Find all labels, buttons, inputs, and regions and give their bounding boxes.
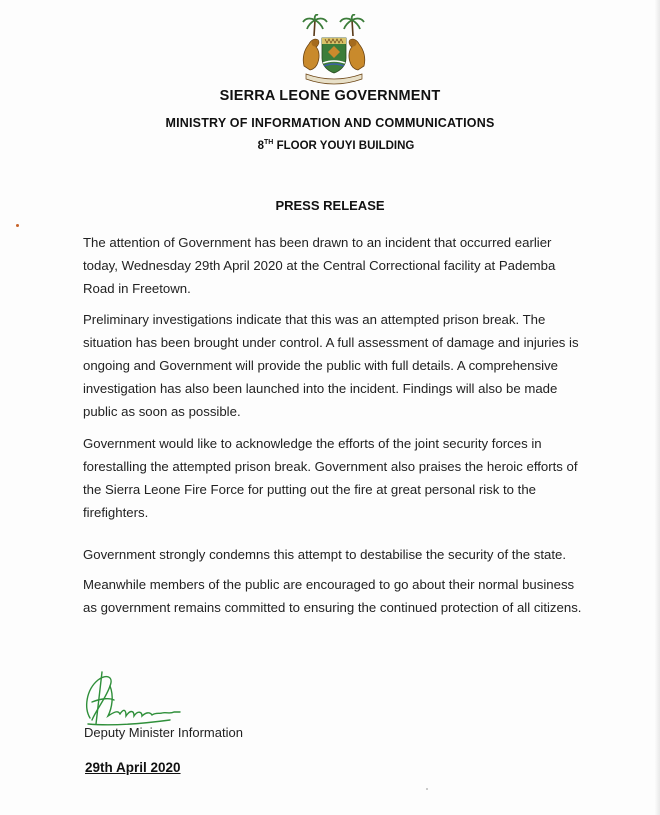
floor-number: 8 [257, 139, 265, 152]
coat-of-arms-icon [296, 14, 372, 86]
paragraph-public-advice: Meanwhile members of the public are encouraged to go about their normal business as government remains committed to ensuring the continued protection of all citizens. [83, 577, 582, 615]
address-heading [6, 139, 660, 152]
paper-speck [16, 224, 19, 227]
paragraph-acknowledgement: Government would like to acknowledge the efforts of the joint security forces in forestalling the attempted prison break. Government also praises the heroic efforts of the Sierra Leone Fire Force for putting out the fire at great personal risk to the firefighters. [83, 436, 578, 520]
signer-title: Deputy Minister Information [84, 725, 243, 740]
press-release-title: PRESS RELEASE [275, 198, 385, 213]
signature-mark [80, 668, 190, 730]
paragraph-incident: The attention of Government has been drawn to an incident that occurred earlier today, Wednesday 29th April 2020 at the Central Correctional facility at Pademba Road in Freetown. [83, 235, 556, 296]
paragraph-investigation: Preliminary investigations indicate that this was an attempted prison break. The situation has been brought under control. A full assessment of damage and injuries is ongoing and Government will provide the public with full details. A comprehensive investigation has also been launched into the incident. Findings will also be made public as soon as possible. [83, 312, 579, 419]
ministry-heading: MINISTRY OF INFORMATION AND COMMUNICATIONS [165, 116, 495, 130]
government-heading: SIERRA LEONE GOVERNMENT [219, 88, 441, 104]
paragraph-condemnation: Government strongly condemns this attempt to destabilise the security of the state. [83, 547, 567, 562]
release-date: 29th April 2020 [85, 760, 181, 775]
floor-suffix: TH [264, 139, 274, 146]
building-name: FLOOR YOUYI BUILDING [273, 139, 415, 152]
paper-speck [426, 788, 428, 790]
